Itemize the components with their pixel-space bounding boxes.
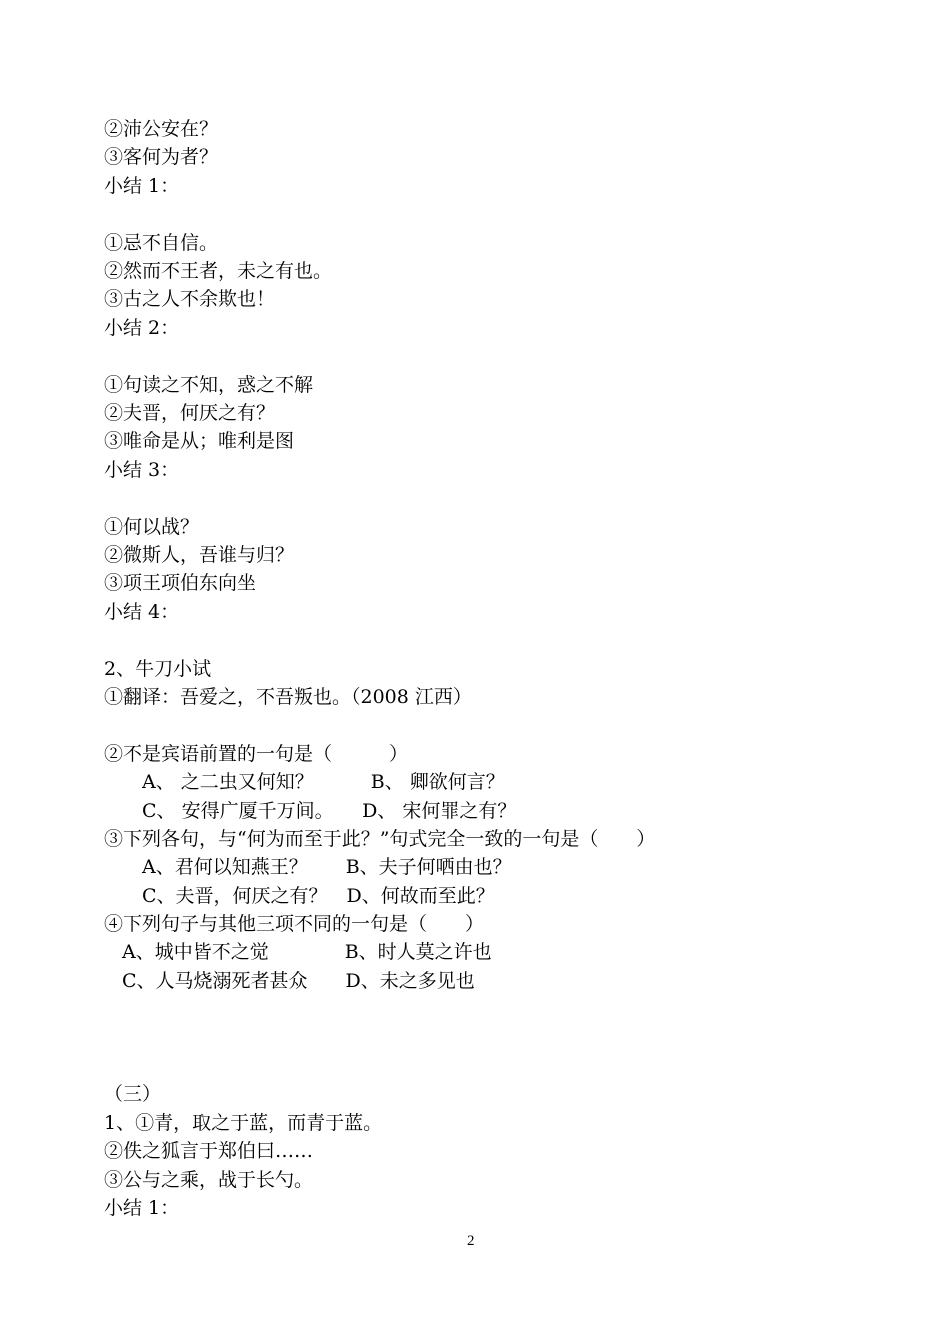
text-line: ②夫晋，何厌之有？ (104, 402, 276, 424)
text-line: ③客何为者？ (104, 146, 219, 168)
text-line: ③项王项伯东向坐 (104, 572, 257, 594)
text-line: ③古之人不余欺也！ (104, 288, 276, 310)
summary-label: 小结 1： (104, 175, 180, 197)
text-line: ①句读之不知，惑之不解 (104, 374, 314, 396)
question-4: ④下列句子与其他三项不同的一句是（ ） (104, 913, 485, 935)
text-line: ①忌不自信。 (104, 232, 219, 254)
question-translate: ①翻译：吾爱之，不吾叛也。（2008 江西） (104, 686, 472, 708)
options-row: C、人马烧溺死者甚众 D、未之多见也 (122, 970, 475, 992)
summary-label: 小结 1： (104, 1197, 180, 1219)
options-row: A、 之二虫又何知？ B、 卿欲何言？ (142, 771, 505, 793)
text-line: 1、①青，取之于蓝，而青于蓝。 (104, 1112, 383, 1134)
text-line: ②然而不王者，未之有也。 (104, 260, 333, 282)
section-heading: 2、牛刀小试 (104, 658, 212, 680)
summary-label: 小结 2： (104, 317, 180, 339)
options-row: C、夫晋，何厌之有？ D、何故而至此？ (142, 885, 495, 907)
options-row: A、君何以知燕王？ B、夫子何哂由也？ (142, 856, 512, 878)
options-row: A、城中皆不之觉 B、时人莫之许也 (122, 941, 492, 963)
summary-label: 小结 3： (104, 459, 180, 481)
text-line: ②沛公安在？ (104, 118, 219, 140)
question-2: ②不是宾语前置的一句是（ ） (104, 743, 409, 765)
text-line: ③唯命是从；唯利是图 (104, 430, 295, 452)
summary-label: 小结 4： (104, 601, 180, 623)
text-line: ②佚之狐言于郑伯曰…… (104, 1140, 314, 1162)
options-row: C、 安得广厦千万间。 D、 宋何罪之有？ (142, 800, 517, 822)
page-number: 2 (467, 1233, 475, 1249)
text-line: ②微斯人，吾谁与归？ (104, 544, 295, 566)
question-3: ③下列各句，与“何为而至于此？”句式完全一致的一句是（ ） (104, 828, 656, 850)
text-line: ③公与之乘，战于长勺。 (104, 1169, 314, 1191)
text-line: ①何以战？ (104, 516, 200, 538)
section-heading: （三） (104, 1083, 162, 1105)
